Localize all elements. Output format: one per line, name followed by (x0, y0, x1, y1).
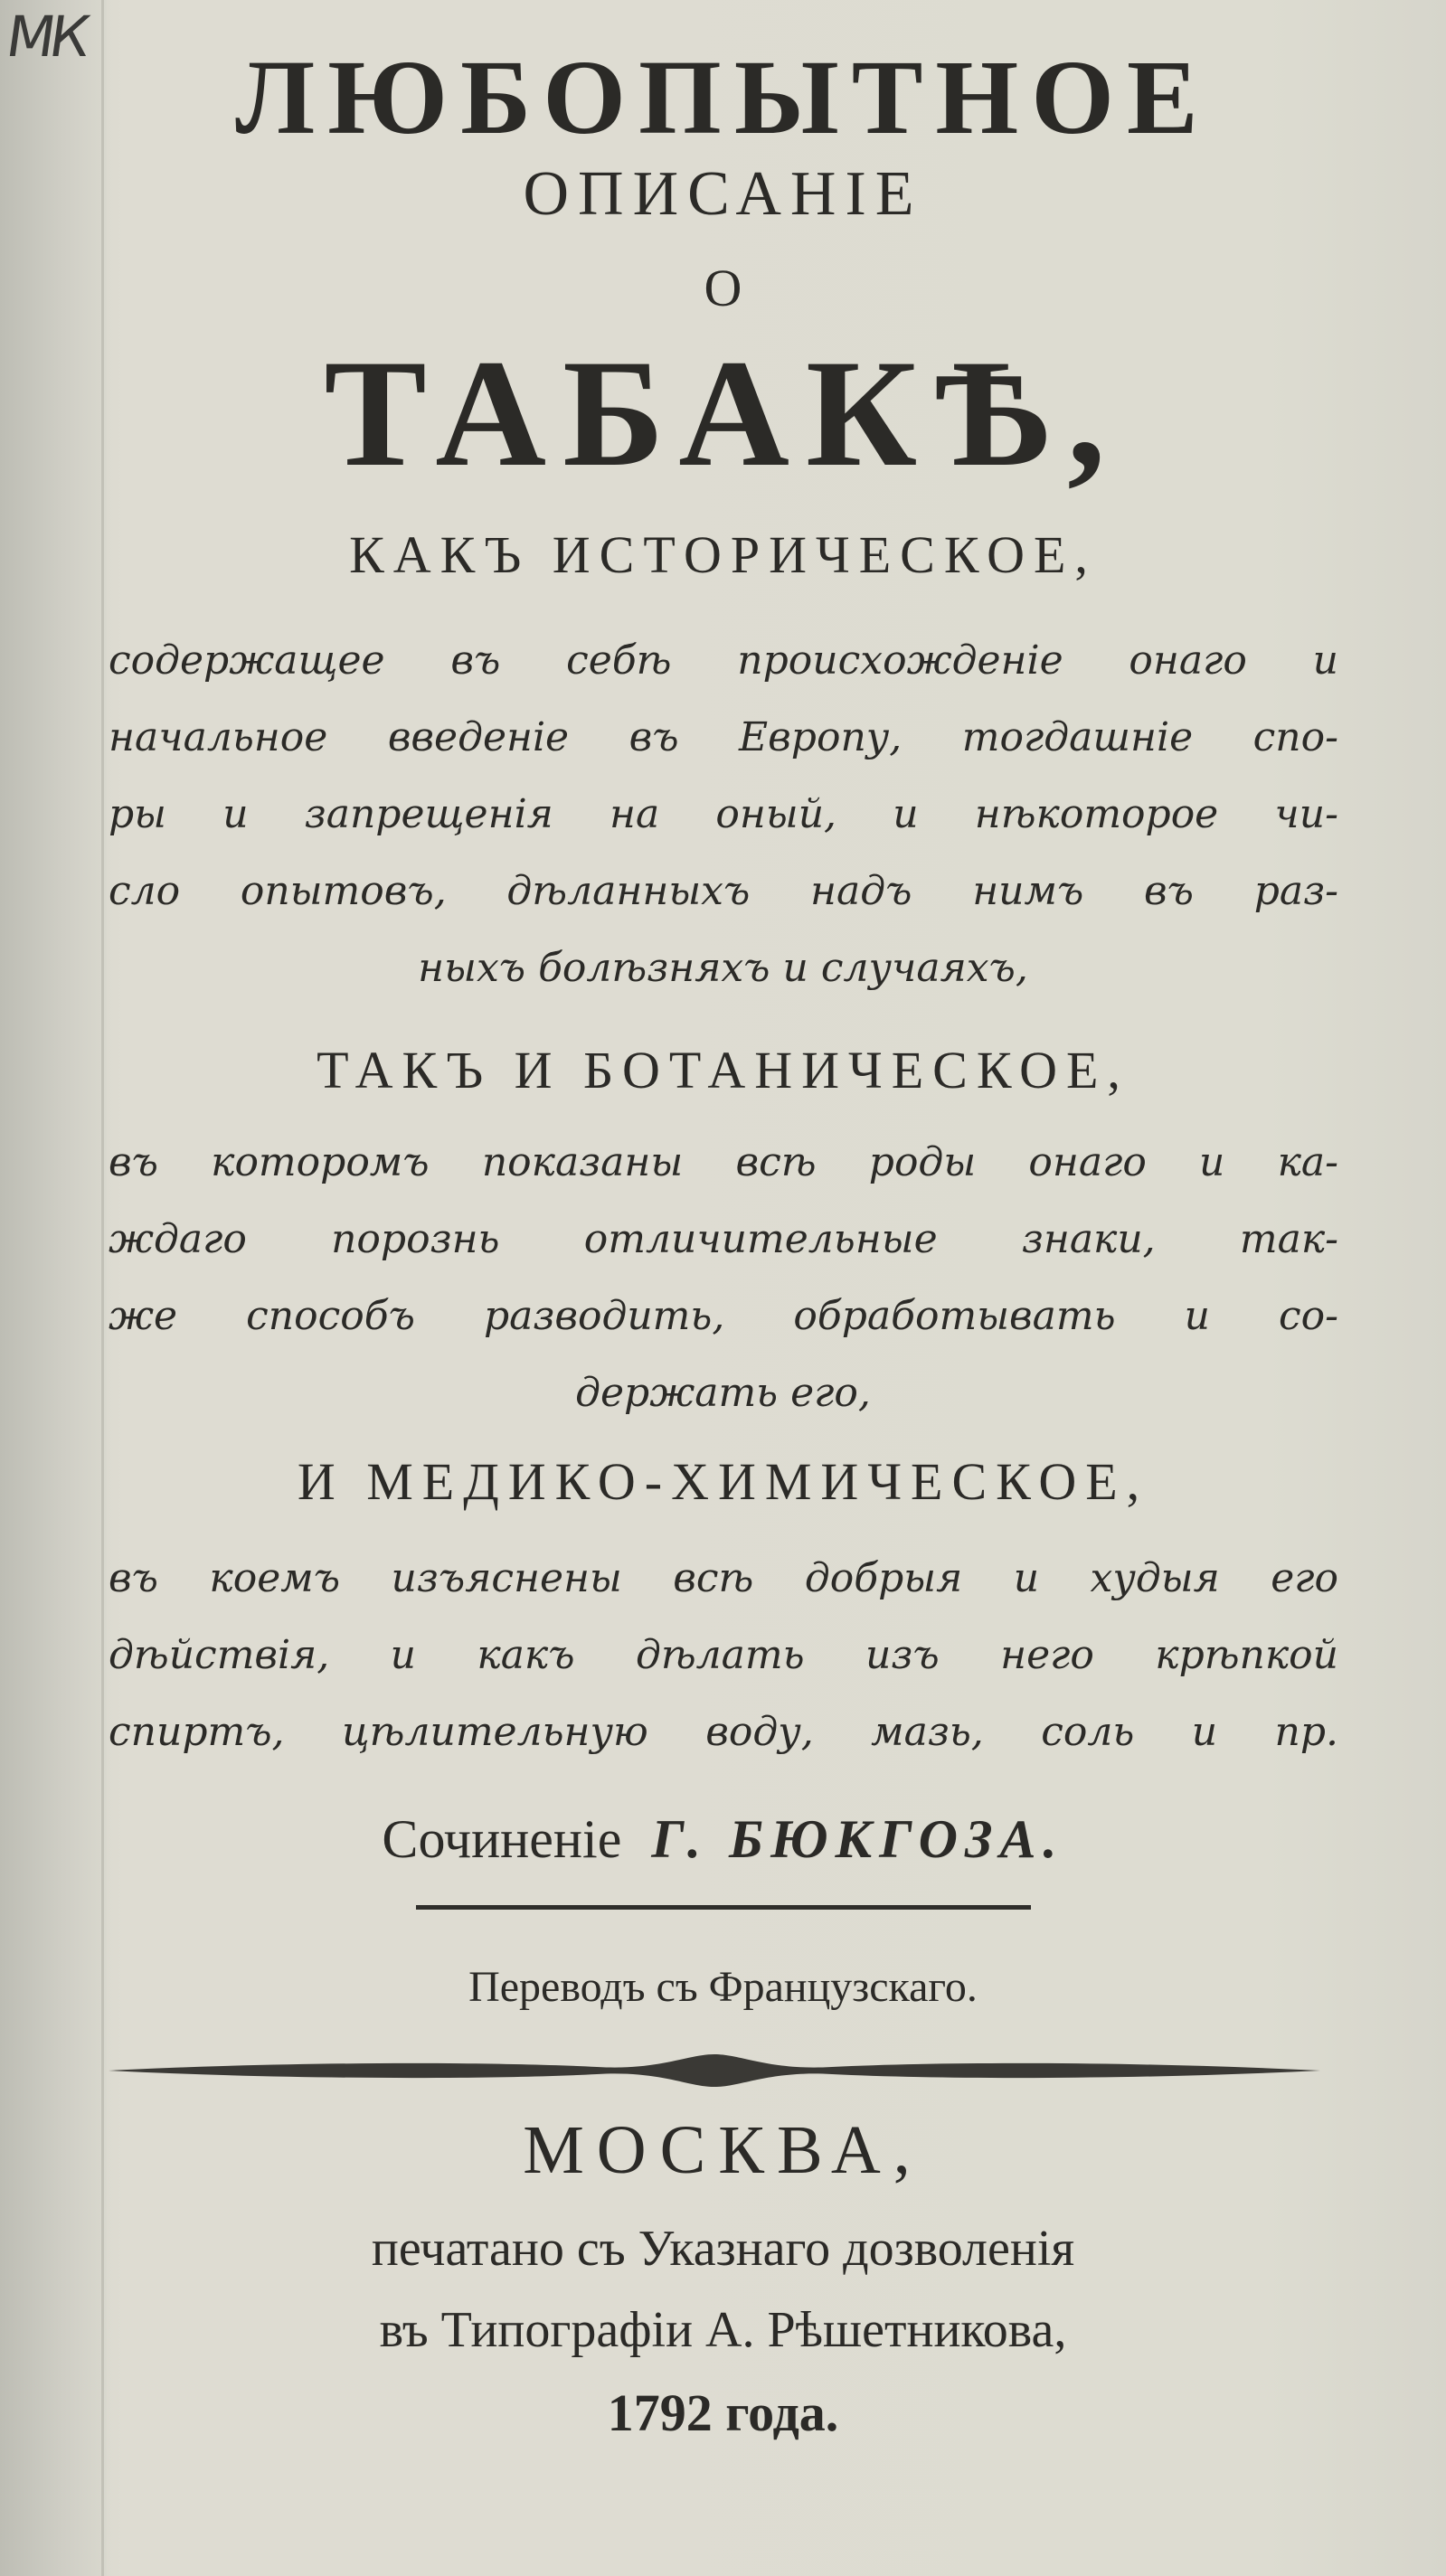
section1-heading: КАКЪ ИСТОРИЧЕСКОЕ, (349, 525, 1097, 584)
title-line-2: ОПИСАНІЕ (523, 159, 923, 229)
imprint-city: МОСКВА, (523, 2112, 923, 2188)
section2-heading: ТАКЪ И БОТАНИЧЕСКОЕ, (317, 1041, 1129, 1099)
ornamental-divider (109, 2052, 1320, 2089)
translation-note: Переводъ съ Французскаго. (468, 1963, 978, 2011)
section2-line-1: въ которомъ показаны всѣ роды онаго и ка- (109, 1139, 1338, 1185)
title-line-1: ЛЮБОПЫТНОЕ (235, 38, 1211, 156)
section3-line-3: спиртъ, цѣлительную воду, мазь, соль и пр. (109, 1709, 1338, 1755)
handwritten-mark: МК (2, 4, 90, 70)
imprint-year: 1792 года. (607, 2383, 839, 2442)
section1-line-2: начальное введеніе въ Европу, тогдашніе спо- (109, 714, 1338, 760)
section2-line-3: же способъ разводить, обработывать и со- (109, 1293, 1338, 1339)
section1-line-3: ры и запрещенія на оный, и нѣкоторое чи- (109, 791, 1338, 837)
section2-line-4: держать его, (575, 1370, 871, 1416)
author-rule (416, 1905, 1031, 1910)
section3-line-1: въ коемъ изъяснены всѣ добрыя и худыя его (109, 1555, 1338, 1601)
author-line (0, 1808, 1446, 1871)
section1-line-1: содержащее въ себѣ происхожденіе онаго и (109, 637, 1338, 684)
title-line-3: О (704, 259, 742, 317)
imprint-line-2: въ Типографіи А. Рѣшетникова, (379, 2302, 1067, 2358)
section2-line-2: ждаго порознь отличительные знаки, так- (109, 1216, 1338, 1262)
author-prefix: Сочиненіе (382, 1809, 622, 1869)
section1-line-5: ныхъ болѣзняхъ и случаяхъ, (418, 945, 1028, 991)
section3-heading: И МЕДИКО-ХИМИЧЕСКОЕ, (297, 1452, 1149, 1511)
section3-line-2: дѣйствія, и какъ дѣлать изъ него крѣпкой (109, 1632, 1338, 1678)
section1-line-4: сло опытовъ, дѣланныхъ надъ нимъ въ раз- (109, 868, 1338, 914)
title-line-4: ТАБАКѢ, (324, 328, 1122, 498)
imprint-line-1: печатано съ Указнаго дозволенія (371, 2221, 1075, 2277)
author-name: Г. БЮКГОЗА. (651, 1809, 1064, 1869)
